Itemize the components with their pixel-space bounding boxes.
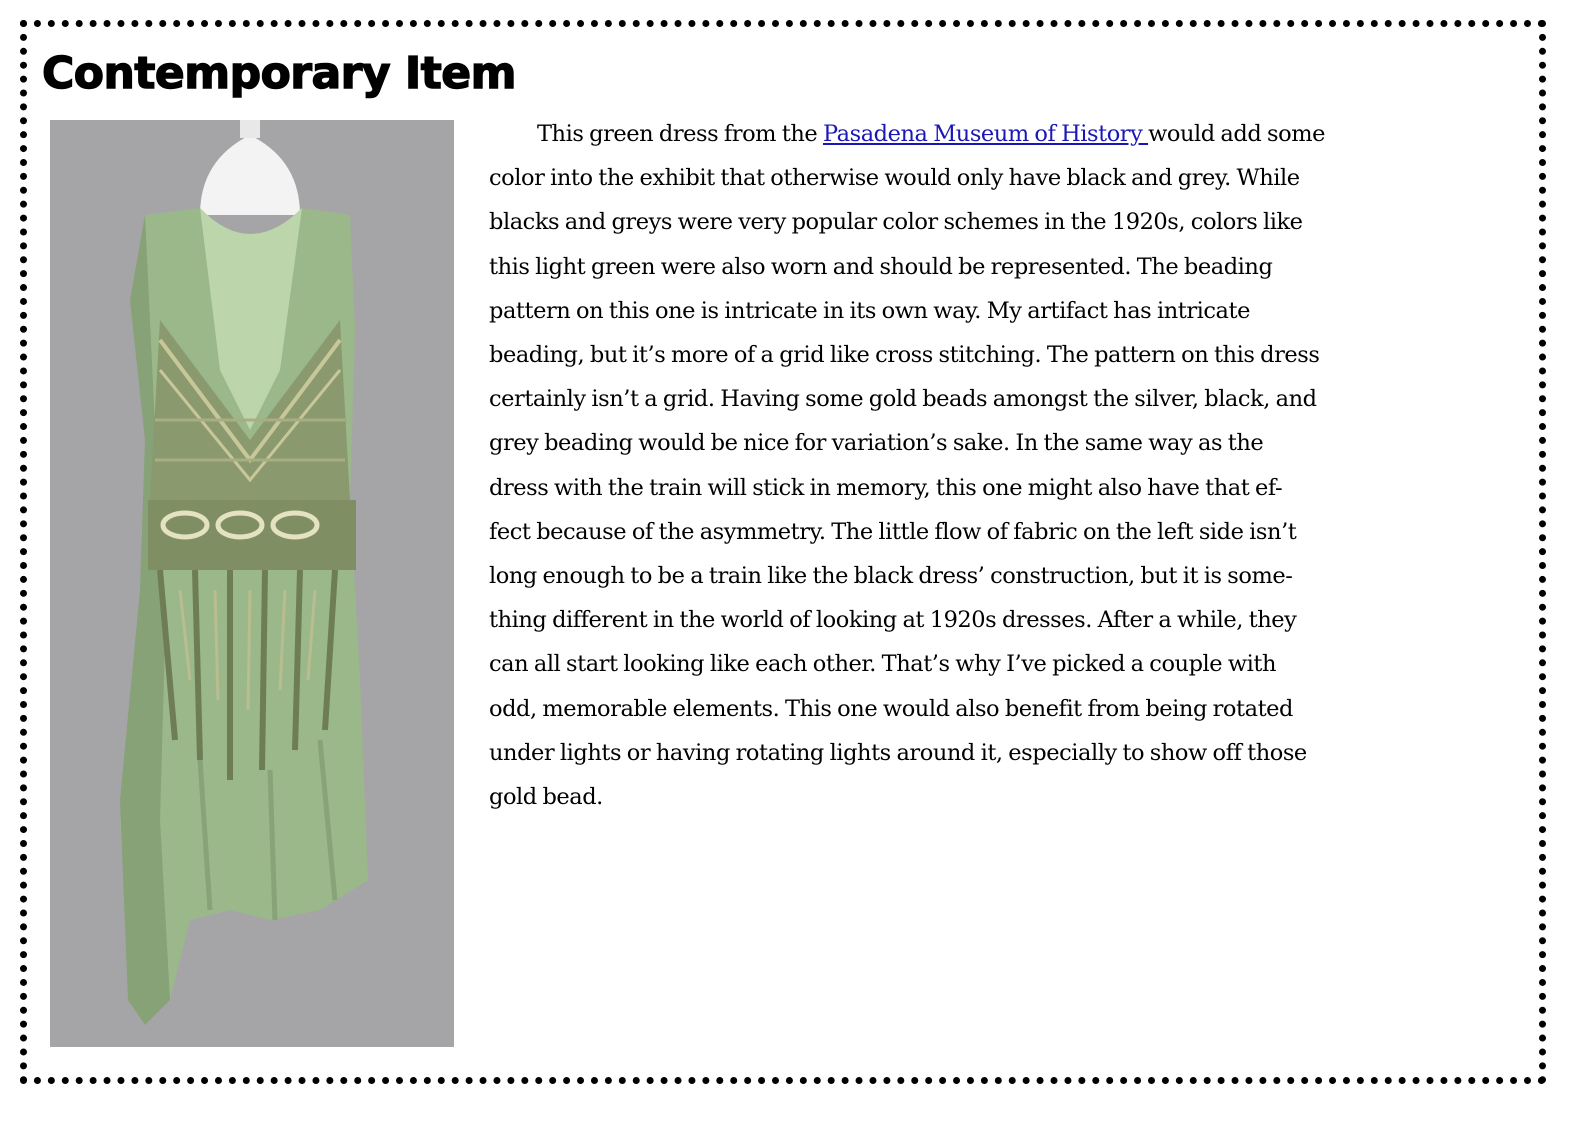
article-line: color into the exhibit that otherwise would only have black and grey. While: [489, 165, 1300, 192]
article-line: gold bead.: [489, 784, 603, 811]
dress-photo: [50, 120, 454, 1047]
article-text: would add some: [1148, 121, 1325, 147]
article-body: [489, 112, 1509, 819]
article-line: odd, memorable elements. This one would also benefit from being rotated: [489, 695, 1293, 722]
article-line: certainly isn’t a grid. Having some gold beads amongst the silver, black, and: [489, 386, 1317, 413]
pasadena-museum-link[interactable]: Pasadena Museum of History: [822, 121, 1149, 147]
article-line: long enough to be a train like the black dress’ construction, but it is some-: [489, 563, 1293, 590]
article-line: beading, but it’s more of a grid like cross stitching. The pattern on this dress: [489, 342, 1320, 369]
article-line: pattern on this one is intricate in its own way. My artifact has intricate: [489, 297, 1250, 324]
article-line: [489, 112, 1509, 156]
dress-illustration: [50, 120, 454, 1047]
article-line: thing different in the world of looking at 1920s dresses. After a while, they: [489, 607, 1297, 634]
article-text: This green dress from the: [537, 121, 823, 147]
article-line: dress with the train will stick in memory, this one might also have that ef-: [489, 474, 1283, 501]
article-line: blacks and greys were very popular color schemes in the 1920s, colors like: [489, 209, 1303, 236]
article-line: fect because of the asymmetry. The little flow of fabric on the left side isn’t: [489, 518, 1297, 545]
article-line: this light green were also worn and should be represented. The beading: [489, 253, 1273, 280]
article-line: can all start looking like each other. That’s why I’ve picked a couple with: [489, 651, 1277, 678]
page-title: Contemporary Item: [42, 48, 516, 99]
article-line: grey beading would be nice for variation’s sake. In the same way as the: [489, 430, 1264, 457]
article-line: under lights or having rotating lights around it, especially to show off those: [489, 739, 1307, 766]
